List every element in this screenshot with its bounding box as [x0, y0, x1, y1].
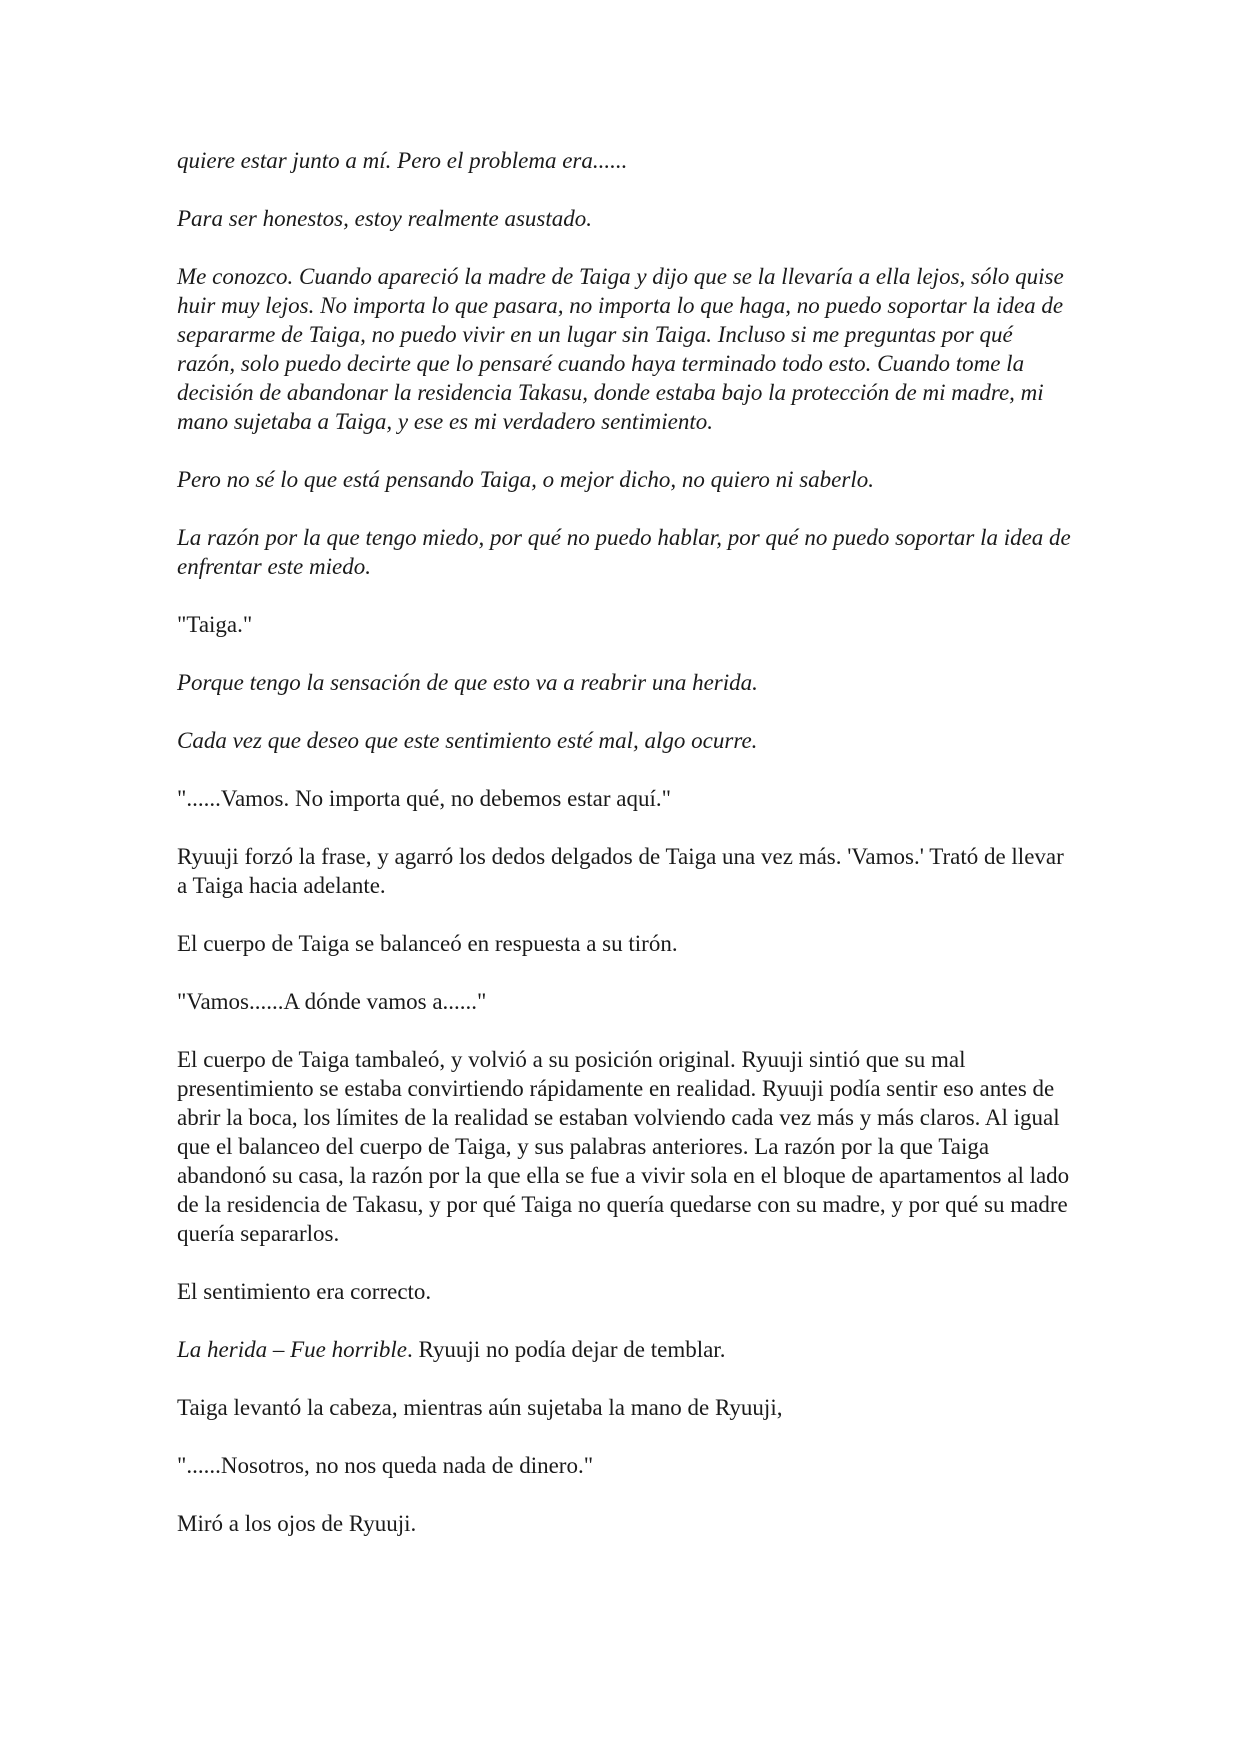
paragraph-1: quiere estar junto a mí. Pero el problema era......	[177, 148, 628, 173]
paragraph-4: Pero no sé lo que está pensando Taiga, o mejor dicho, no quiero ni saberlo.	[177, 467, 874, 492]
page-body	[177, 146, 1073, 1567]
paragraph-6: "Taiga."	[177, 612, 253, 637]
paragraph-14: El sentimiento era correcto.	[177, 1279, 432, 1304]
paragraph-10: Ryuuji forzó la frase, y agarró los dedos delgados de Taiga una vez más. 'Vamos.' Trató de llevar a Taiga hacia adelante.	[177, 844, 1064, 898]
paragraph-3: Me conozco. Cuando apareció la madre de Taiga y dijo que se la llevaría a ella lejos, sólo quise huir muy lejos. No importa lo que pasara, no importa lo que haga, no puedo soportar la idea de separarme de Taiga, no puedo vivir en un lugar sin Taiga. Incluso si me preguntas por qué razón, solo puedo decirte que lo pensaré cuando haya terminado todo esto. Cuando tome la decisión de abandonar la residencia Takasu, donde estaba bajo la protección de mi madre, mi mano sujetaba a Taiga, y ese es mi verdadero sentimiento.	[177, 264, 1064, 434]
paragraph-5: La razón por la que tengo miedo, por qué no puedo hablar, por qué no puedo soportar la idea de enfrentar este miedo.	[177, 525, 1071, 579]
paragraph-7: Porque tengo la sensación de que esto va a reabrir una herida.	[177, 670, 758, 695]
paragraph-12: "Vamos......A dónde vamos a......"	[177, 989, 487, 1014]
paragraph-2: Para ser honestos, estoy realmente asustado.	[177, 206, 593, 231]
paragraph-13: El cuerpo de Taiga tambaleó, y volvió a su posición original. Ryuuji sintió que su mal presentimiento se estaba convirtiendo rápidamente en realidad. Ryuuji podía sentir eso antes de abrir la boca, los límites de la realidad se estaban volviendo cada vez más y más claros. Al igual que el balanceo del cuerpo de Taiga, y sus palabras anteriores. La razón por la que Taiga abandonó su casa, la razón por la que ella se fue a vivir sola en el bloque de apartamentos al lado de la residencia de Takasu, y por qué Taiga no quería quedarse con su madre, y por qué su madre quería separarlos.	[177, 1047, 1070, 1246]
paragraph-11: El cuerpo de Taiga se balanceó en respuesta a su tirón.	[177, 931, 678, 956]
paragraph-15-rest: . Ryuuji no podía dejar de temblar.	[407, 1337, 726, 1362]
paragraph-8: Cada vez que deseo que este sentimiento esté mal, algo ocurre.	[177, 728, 758, 753]
paragraph-15-italic: La herida – Fue horrible	[177, 1337, 407, 1362]
paragraph-18: Miró a los ojos de Ryuuji.	[177, 1511, 417, 1536]
paragraph-16: Taiga levantó la cabeza, mientras aún sujetaba la mano de Ryuuji,	[177, 1395, 783, 1420]
paragraph-17: "......Nosotros, no nos queda nada de dinero."	[177, 1453, 594, 1478]
paragraph-15	[177, 1335, 1073, 1364]
paragraph-9: "......Vamos. No importa qué, no debemos estar aquí."	[177, 786, 672, 811]
